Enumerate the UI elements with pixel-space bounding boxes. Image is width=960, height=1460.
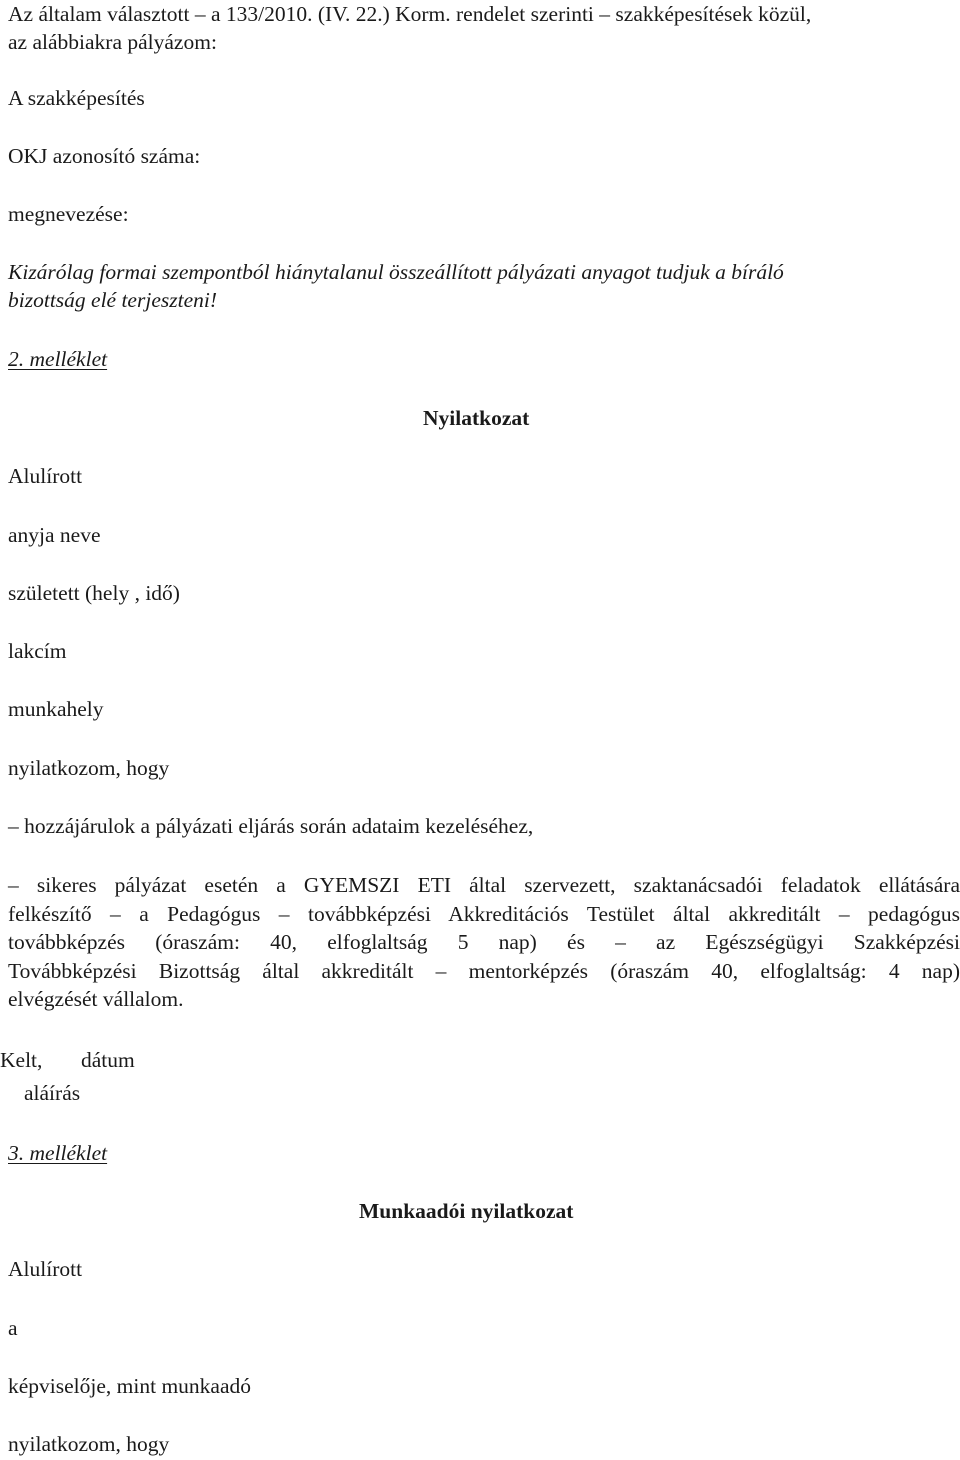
- place-label: Kelt,: [0, 1048, 43, 1072]
- declaration-title: Nyilatkozat: [423, 406, 530, 430]
- consent-item: – hozzájárulok a pályázati eljárás során adataim kezeléséhez,: [8, 814, 534, 838]
- intro-line-2: az alábbiakra pályázom:: [8, 30, 217, 54]
- qualification-label: A szakképesítés: [8, 86, 145, 110]
- declare-label: nyilatkozom, hogy: [8, 756, 170, 780]
- birth-place-date-label: született (hely , idő): [8, 581, 180, 605]
- commitment-paragraph: [8, 871, 960, 1014]
- commitment-row-5: elvégzését vállalom.: [8, 987, 184, 1011]
- representative-label: képviselője, mint munkaadó: [8, 1374, 252, 1398]
- okj-id-label: OKJ azonosító száma:: [8, 144, 201, 168]
- mother-name-label: anyja neve: [8, 523, 101, 547]
- notice-line-1: Kizárólag formai szempontból hiánytalanul összeállított pályázati anyagot tudjuk a bíráló: [8, 260, 784, 284]
- address-label: lakcím: [8, 639, 67, 663]
- annex-2-label: 2. melléklet: [8, 347, 108, 371]
- intro-line-1: Az általam választott – a 133/2010. (IV. 22.) Korm. rendelet szerinti – szakképesítések közül,: [8, 2, 812, 26]
- date-label: dátum: [81, 1048, 135, 1072]
- employer-declare-label: nyilatkozom, hogy: [8, 1432, 170, 1456]
- notice-line-2: bizottság elé terjeszteni!: [8, 288, 217, 312]
- signature-label: aláírás: [24, 1081, 81, 1105]
- commitment-row-3: továbbképzés (óraszám: 40, elfoglaltság 5 nap) és – az Egészségügyi Szakképzési: [8, 930, 960, 954]
- commitment-row-2: felkészítő – a Pedagógus – továbbképzési Akkreditációs Testület által akkreditált – pedagógus: [8, 901, 960, 926]
- commitment-row-1: – sikeres pályázat esetén a GYEMSZI ETI által szervezett, szaktanácsadói feladatok ellátására: [8, 873, 960, 897]
- undersigned-label: Alulírott: [8, 464, 83, 488]
- annex-3-label: 3. melléklet: [8, 1141, 108, 1165]
- commitment-row-4: Továbbképzési Bizottság által akkreditált – mentorképzés (óraszám 40, elfoglaltság: 4 nap): [8, 958, 960, 983]
- workplace-label: munkahely: [8, 697, 104, 721]
- qualification-name-label: megnevezése:: [8, 202, 129, 226]
- employer-undersigned-label: Alulírott: [8, 1257, 83, 1281]
- employer-declaration-title: Munkaadói nyilatkozat: [359, 1199, 574, 1223]
- employer-a-label: a: [8, 1316, 18, 1340]
